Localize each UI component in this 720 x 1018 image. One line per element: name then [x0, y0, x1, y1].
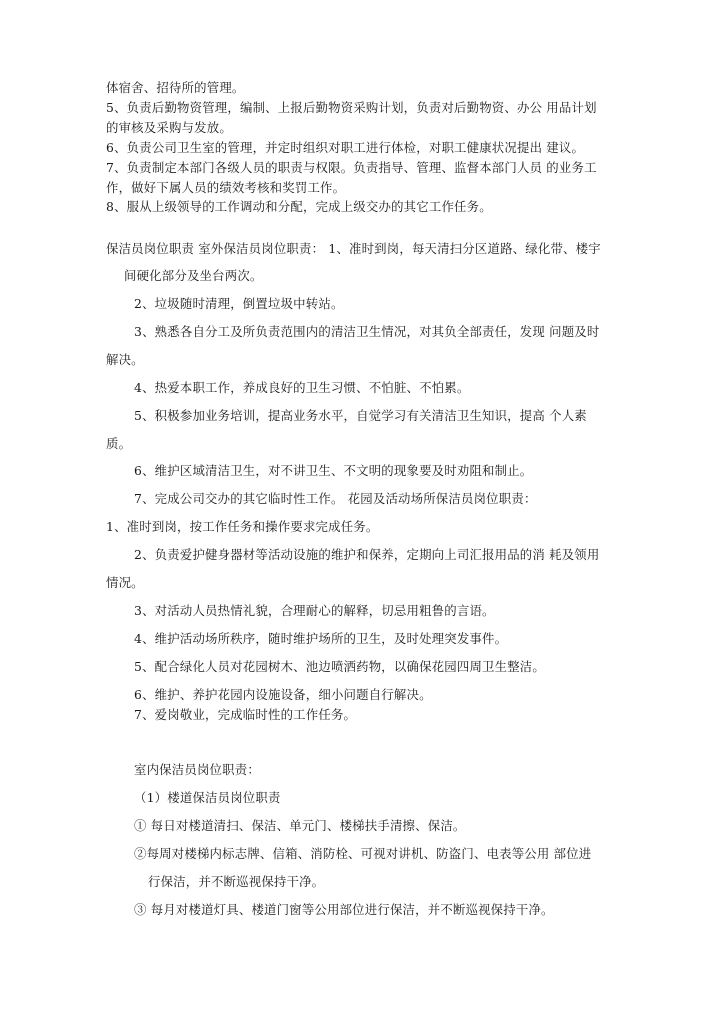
intro-item-8: 8、服从上级领导的工作调动和分配，完成上级交办的其它工作任务。 — [106, 199, 492, 214]
outdoor-item-3: 3、熟悉各自分工及所负责范围内的清洁卫生情况，对其负全部责任，发现 问题及时 — [134, 324, 600, 339]
garden-item-1: 1、准时到岗，按工作任务和操作要求完成任务。 — [106, 519, 379, 534]
outdoor-item-2: 2、垃圾随时清理，倒置垃圾中转站。 — [134, 296, 344, 311]
garden-item-2: 2、负责爱护健身器材等活动设施的维护和保养，定期向上司汇报用品的消 耗及领用 — [134, 547, 600, 562]
outdoor-line: 解决。 — [106, 352, 144, 367]
indoor-item-2: ②每周对楼梯内标志牌、信箱、消防栓、可视对讲机、防盗门、电表等公用 部位进 — [134, 846, 592, 861]
outdoor-heading-line: 保洁员岗位职责 室外保洁员岗位职责： 1、准时到岗，每天清扫分区道路、绿化带、楼宇 — [106, 241, 601, 256]
intro-item-6: 6、负责公司卫生室的管理，并定时组织对职工进行体检，对职工健康状况提出 建议。 — [106, 140, 585, 155]
outdoor-line: 质。 — [106, 436, 132, 451]
outdoor-item-4: 4、热爱本职工作，养成良好的卫生习惯、不怕脏、不怕累。 — [134, 380, 470, 395]
indoor-subheading: （1）楼道保洁员岗位职责 — [134, 790, 281, 805]
garden-item-4: 4、维护活动场所秩序，随时维护场所的卫生，及时处理突发事件。 — [134, 631, 508, 646]
outdoor-item-6: 6、维护区域清洁卫生，对不讲卫生、不文明的现象要及时劝阻和制止。 — [134, 463, 533, 478]
outdoor-item-5: 5、积极参加业务培训，提高业务水平，自觉学习有关清洁卫生知识，提高 个人素 — [134, 408, 587, 423]
intro-item-7: 7、负责制定本部门各级人员的职责与权限。负责指导、管理、监督本部门人员 的业务工 — [106, 160, 597, 175]
indoor-heading: 室内保洁员岗位职责： — [134, 762, 260, 777]
garden-item-7: 7、爱岗敬业，完成临时性的工作任务。 — [134, 707, 357, 722]
indoor-line: 行保洁，并不断巡视保持干净。 — [148, 874, 325, 889]
intro-line-6: 作，做好下属人员的绩效考核和奖罚工作。 — [106, 180, 346, 195]
garden-item-3: 3、对活动人员热情礼貌，合理耐心的解释，切忌用粗鲁的言语。 — [134, 603, 495, 618]
intro-line-1: 体宿舍、招待所的管理。 — [106, 80, 245, 95]
indoor-item-1: ① 每日对楼道清扫、保洁、单元门、楼梯扶手清擦、保洁。 — [134, 818, 466, 833]
indoor-item-3: ③ 每月对楼道灯具、楼道门窗等公用部位进行保洁，并不断巡视保持干净。 — [134, 902, 554, 917]
outdoor-line: 间硬化部分及坐台两次。 — [124, 268, 263, 283]
outdoor-item-7: 7、完成公司交办的其它临时性工作。 花园及活动场所保洁员岗位职责： — [134, 491, 537, 506]
garden-item-5: 5、配合绿化人员对花园树木、池边喷洒药物，以确保花园四周卫生整洁。 — [134, 659, 545, 674]
intro-line-3: 的审核及采购与发放。 — [106, 120, 232, 135]
intro-item-5: 5、负责后勤物资管理，编制、上报后勤物资采购计划，负责对后勤物资、办公 用品计划 — [106, 100, 597, 115]
garden-line: 情况。 — [106, 575, 144, 590]
garden-item-6: 6、维护、养护花园内设施设备，细小问题自行解决。 — [134, 687, 432, 702]
